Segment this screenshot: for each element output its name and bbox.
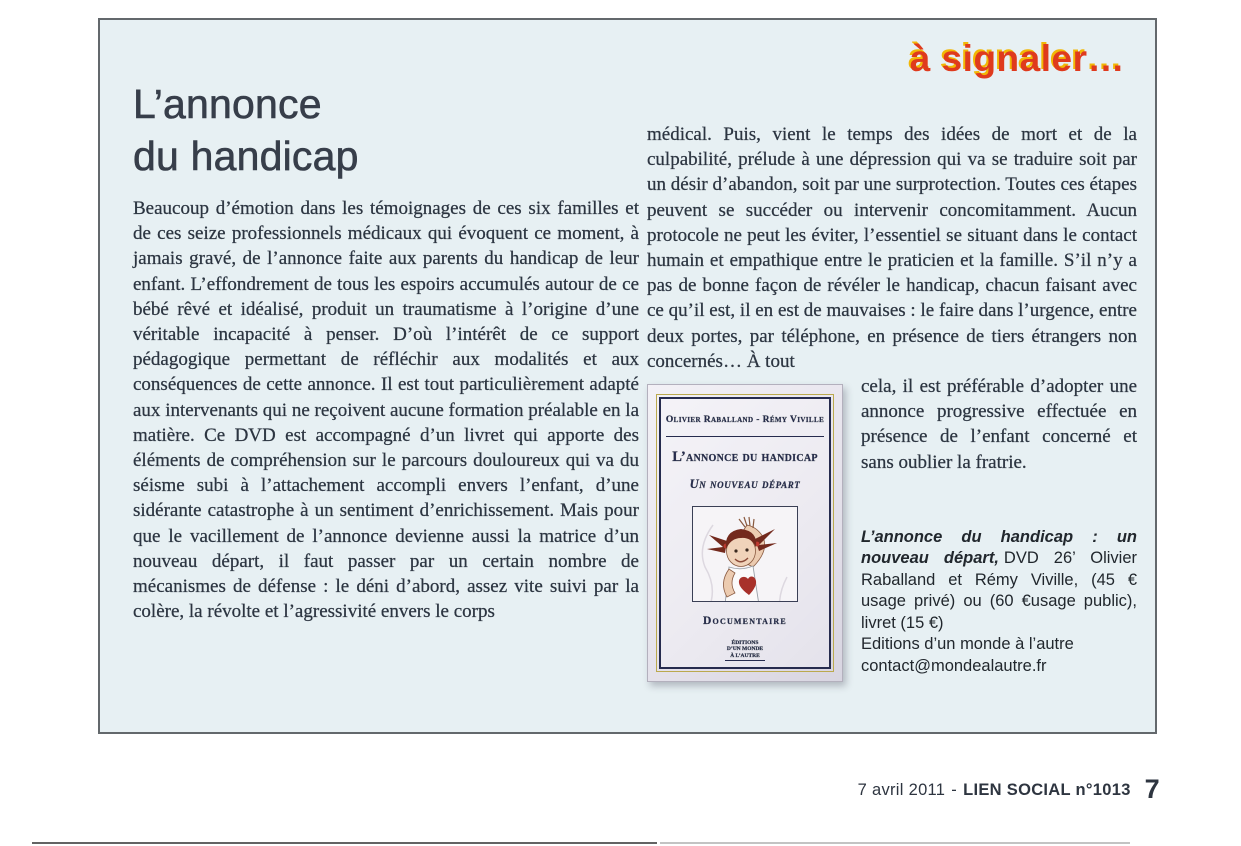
right-column-paragraph-1: médical. Puis, vient le temps des idées de mort et de la culpabilité, prélude à une dépression qui va se traduire soit par un désir d’abandon, soit par une surprotection. Toutes ces étapes peuvent se succéder ou intervenir concomitamment. Aucun protocole ne peut les éviter, l’essentiel se situant dans le contact humain et empathique entre le praticien et la famille. S’il n’y a pas de bonne façon de révéler le handicap, chacun faisant avec ce qu’il est, il en est de mauvaises : le faire dans l’urgence, entre deux portes, par téléphone, en présence de tiers étrangers non concernés… À tout xyxy=(647,124,1137,372)
right-column-paragraph-2: cela, il est préférable d’adopter une annonce progressive effectuée en présence de l’enfant concerné et sans oublier la fratrie. xyxy=(861,376,1137,473)
article-panel xyxy=(98,18,1157,734)
scan-artifact-right xyxy=(660,842,1130,844)
dvd-caption-email: contact@mondealautre.fr xyxy=(861,656,1047,675)
dvd-publisher-line3: À L’AUTRE xyxy=(730,652,760,659)
right-column xyxy=(647,122,1137,686)
footer-page-number: 7 xyxy=(1144,774,1160,804)
dvd-authors: Olivier Raballand - Rémy Viville xyxy=(666,408,824,437)
footer-issue: LIEN SOCIAL n°1013 xyxy=(963,781,1131,799)
girl-illustration xyxy=(692,506,798,603)
footer-date: 7 avril 2011 xyxy=(857,781,946,799)
article-title xyxy=(133,78,359,182)
dvd-caption-publisher: Editions d’un monde à l’autre xyxy=(861,635,1074,654)
dvd-publisher-logo xyxy=(725,640,765,662)
left-column xyxy=(133,196,639,624)
article-title-line2: du handicap xyxy=(133,133,359,179)
article-title-line1: L’annonce xyxy=(133,81,322,127)
dvd-cover-frame xyxy=(659,397,831,669)
dvd-caption-title: L’annonce du handicap : un nouveau départ, xyxy=(861,527,1137,568)
left-column-paragraph: Beaucoup d’émotion dans les témoignages de ces six familles et de ces seize professionnels médicaux qui évoquent ce moment, à jamais gravé, de l’annonce faite aux parents du handicap de leur enfant. L’effondrement de tous les espoirs accumulés autour de ce bébé rêvé et idéalisé, produit un traumatisme à l’origine d’une véritable incapacité à penser. D’où l’intérêt de ce support pédagogique permettant de réfléchir aux modalités et aux conséquences de cette annonce. Il est tout particulièrement adapté aux intervenants qui ne reçoivent aucune formation préalable en la matière. Ce DVD est accompagné d’un livret qui apporte des éléments de compréhension sur le parcours douloureux qui va du séisme subi à l’attachement accompli envers l’enfant, d’une sidérante catastrophe à un sentiment d’enrichissement. Mais pour que le vacillement de l’annonce devienne aussi la matrice d’un nouveau départ, il faut passer par un certain nombre de mécanismes de défense : le déni d’abord, assez vite suivi par la colère, la révolte et l’agressivité envers le corps xyxy=(133,198,639,623)
dvd-caption-details: DVD 26’ Olivier Raballand et Rémy Viville, (45 € usage privé) ou (60 €usage public), livret (15 €) xyxy=(861,549,1137,632)
dvd-cover-jacket xyxy=(647,384,843,682)
section-masthead: à signaler… xyxy=(909,38,1125,79)
dvd-subtitle: Un nouveau départ xyxy=(689,477,801,492)
footer-separator: - xyxy=(951,781,958,799)
dvd-genre-label: Documentaire xyxy=(703,615,787,628)
dvd-publisher-line2: D’UN MONDE xyxy=(726,646,764,653)
scan-artifact-left xyxy=(32,842,657,845)
dvd-title: L’annonce du handicap xyxy=(672,449,818,466)
dvd-publisher-line1: ÉDITIONS xyxy=(731,639,759,646)
dvd-cover xyxy=(647,384,843,682)
page-footer xyxy=(0,774,1160,805)
